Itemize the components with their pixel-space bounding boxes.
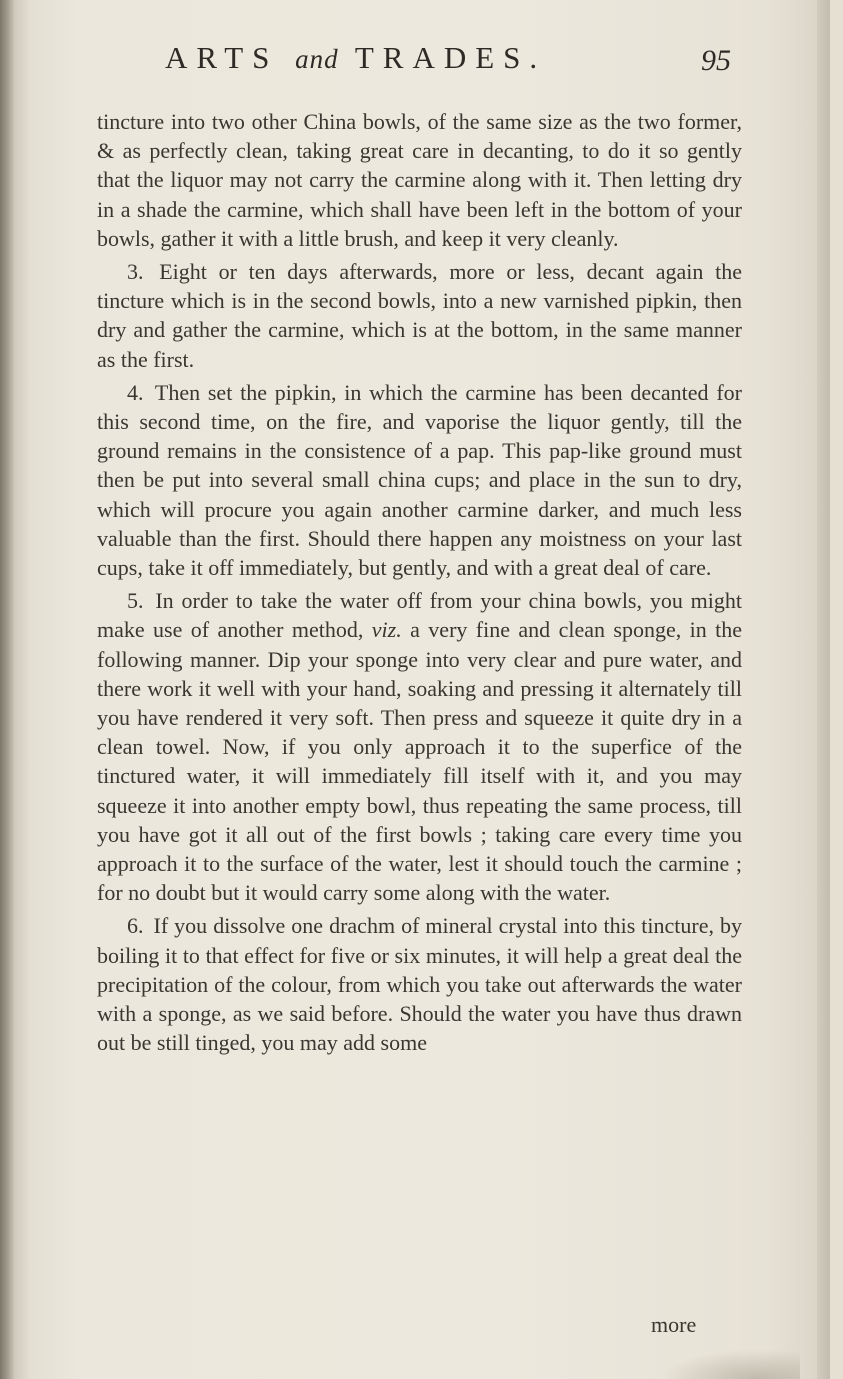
paragraph-text: Eight or ten days afterwards, more or less, decant again the tincture which is in the second bowls, into a new varnished pipkin, then dry and gather the carmine, which is at the bottom, in the same manner as the first.: [97, 259, 743, 372]
paragraph-text-start: In order to take the water off from your china bowls, you might make use of another method,: [97, 588, 742, 643]
running-head-arts: ARTS: [165, 40, 279, 75]
catchword: more: [651, 1312, 697, 1337]
paragraph-number: 6.: [127, 913, 144, 939]
paragraph-3: [97, 257, 742, 374]
book-binding-edge: [0, 0, 14, 1379]
running-head: [165, 40, 546, 76]
paragraph-5: [97, 586, 742, 907]
page-stain: [660, 1349, 800, 1379]
text-body: [97, 107, 742, 1062]
paragraph-text: Then set the pipkin, in which the carmine has been decanted for this second time, on the fire, and vaporise the liquor gently, till the ground remains in the consistence of a pap. This pap-like ground must then be put into several small china cups; and place in the sun to dry, which will procure you again another carmine darker, and much less valuable than the first. Should there happen any moistness on your last cups, take it off immediately, but gently, and with a great deal of care.: [97, 379, 742, 581]
paragraph-4: [97, 378, 742, 582]
paragraph-text-end: a very fine and clean sponge, in the following manner. Dip your sponge into very clear and pure water, and there work it well with your hand, soaking and pressing it alternately till you have rendered it very soft. Then press and squeeze it quite dry in a clean towel. Now, if you only approach it to the superfice of the tinctured water, it will immediately fill itself with it, and you may squeeze it into another empty bowl, thus repeating the same process, till you have got it all out of the first bowls ; taking care every time you approach it to the surface of the water, lest it should touch the carmine ; for no doubt but it would carry some along with the water.: [97, 617, 743, 906]
paragraph-6: [97, 911, 742, 1057]
page-header: [165, 40, 745, 90]
page-edge: [817, 0, 830, 1379]
paragraph-italic-viz: viz.: [371, 617, 402, 643]
page-number: 95: [701, 44, 731, 77]
paragraph-continued: [97, 107, 742, 253]
paragraph-number: 5.: [127, 588, 144, 614]
paragraph-text: If you dissolve one drachm of mineral crystal into this tincture, by boiling it to that effect for five or six minutes, it will help a great deal the precipitation of the colour, from which you take out afterwards the water with a sponge, as we said before. Should the water you have thus drawn out be still tinged, you may add some: [97, 913, 742, 1056]
paragraph-number: 3.: [127, 259, 144, 285]
paragraph-text: tincture into two other China bowls, of the same size as the two former, & as perfectly clean, taking great care in decanting, to do it so gently that the liquor may not carry the carmine along with it. Then letting dry in a shade the carmine, which shall have been left in the bottom of your bowls, gather it with a little brush, and keep it very cleanly.: [97, 109, 742, 251]
paragraph-number: 4.: [127, 379, 144, 405]
running-head-and: and: [295, 44, 339, 74]
running-head-trades: TRADES.: [354, 40, 547, 75]
